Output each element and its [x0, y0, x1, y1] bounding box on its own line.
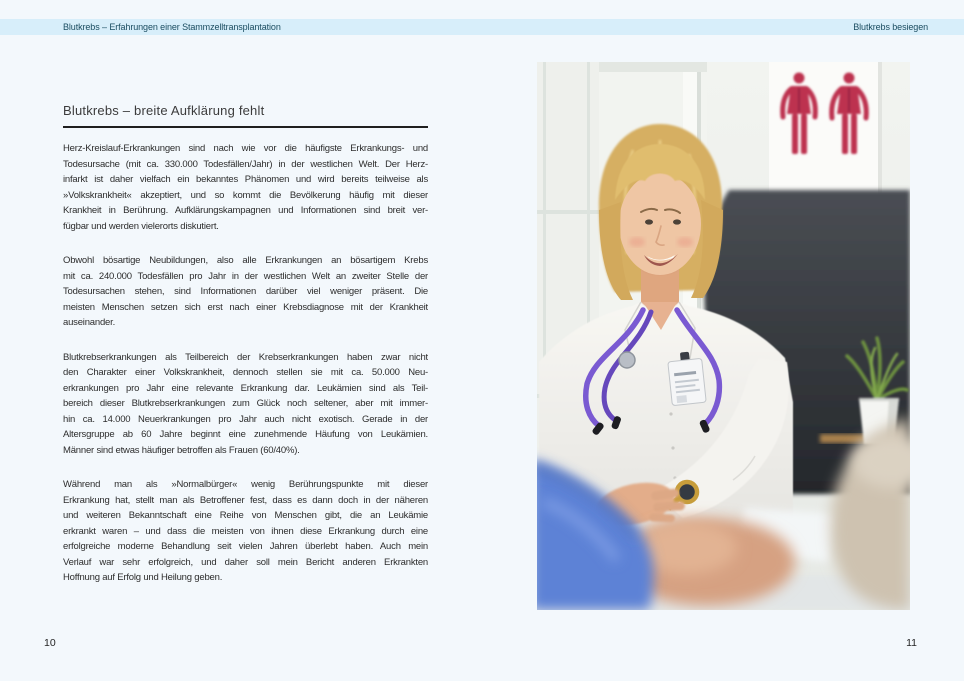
paragraph-line: Blutkrebserkrankungen als Teilbereich der Krebserkrankungen haben zwar nicht — [63, 351, 428, 363]
paragraph-line: »Volkskrankheit« akzeptiert, und so kommt die Bevölkerung häufig mit dieser — [63, 189, 428, 201]
body-column — [63, 141, 428, 586]
page-number-left: 10 — [44, 637, 56, 649]
paragraph-line: Erkrankung hat, stellt man als Betroffener fest, dass es dann doch in der näheren — [63, 494, 428, 506]
paragraph-line: meisten Menschen setzen sich erst nach einer Krebsdiagnose mit der Krankheit — [63, 301, 428, 313]
paragraph-line: infarkt ist daher vielfach ein bekanntes Phänomen und wird bereits teilweise als — [63, 174, 428, 185]
paragraph-line: Während man als »Normalbürger« wenig Berührungspunkte mit dieser — [63, 479, 428, 490]
doctor-photo — [537, 62, 910, 610]
paragraph-line: Herz-Kreislauf-Erkrankungen sind nach wie vor die häufigste Erkrankungs- und — [63, 143, 428, 154]
paragraph-line: und weiteren Bekanntschaft eine Reihe von Menschen gibt, die an Leukämie — [63, 510, 428, 521]
paragraph-line: mit ca. 240.000 Todesfällen pro Jahr in der westlichen Welt an zweiter Stelle der — [63, 270, 428, 282]
page-number-right: 11 — [906, 637, 917, 649]
paragraph-line: Krankheit in Berührung. Aufklärungskampagnen und Informationen sind breit ver- — [63, 205, 428, 216]
paragraph-line: Obwohl bösartige Neubildungen, also alle Erkrankungen an bösartigem Krebs — [63, 255, 428, 266]
paragraph-line: erfolgreiche moderne Behandlung seit vielen Jahren überlebt haben. Auch mein — [63, 541, 428, 552]
face — [619, 173, 701, 275]
paragraph-line: Hoffnung auf Erfolg und Heilung geben. — [63, 572, 223, 583]
paragraph-line: Todesursache (mit ca. 330.000 Todesfällen/Jahr) in der westlichen Welt. Der Herz- — [63, 158, 428, 170]
paragraph — [63, 350, 428, 459]
paragraph-line: fügbar und werden vielerorts diskutiert. — [63, 220, 219, 232]
paragraph-line: Todesursachen stehen, sind Informationen darüber viel weniger präsent. Die — [63, 286, 428, 297]
paragraph — [63, 477, 428, 586]
paragraph-line: auseinander. — [63, 317, 116, 328]
running-header — [0, 19, 964, 35]
paragraph-line: Männer sind etwas häufiger betroffen als Frauen (60/40%). — [63, 444, 300, 456]
paragraph-line: hin ca. 14.000 Neuerkrankungen pro Jahr auch nicht exotisch. Gerade in der — [63, 413, 428, 425]
paragraph — [63, 253, 428, 331]
doctor-photo-illustration — [537, 62, 910, 610]
running-header-right: Blutkrebs besiegen — [853, 22, 928, 32]
paragraph-line: Altersgruppe ab 60 Jahre beginnt eine zunehmende Häufung von Leukämien. — [63, 429, 428, 440]
paragraph-line: den Charakter einer Volkskrankheit, dennoch stellen sie mit ca. 50.000 Neu- — [63, 367, 428, 378]
paragraph — [63, 141, 428, 234]
title-rule — [63, 126, 428, 128]
paragraph-line: erkrankt waren – und dass die meisten von ihnen diese Erkrankung durch eine — [63, 525, 428, 537]
paragraph-line: bereich dieser Blutkrebserkrankungen zum Glück noch seltener, aber mit immer- — [63, 398, 428, 409]
paragraph-line: Verlauf war sehr erfolgreich, und daher soll mein Bericht anderen Erkrankten — [63, 556, 428, 568]
paragraph-line: erkrankungen pro Jahr eine relevante Erkrankung dar. Leukämien sind als Teil- — [63, 382, 428, 394]
running-header-left: Blutkrebs – Erfahrungen einer Stammzelltransplantation — [63, 22, 281, 32]
page-title: Blutkrebs – breite Aufklärung fehlt — [63, 103, 265, 118]
